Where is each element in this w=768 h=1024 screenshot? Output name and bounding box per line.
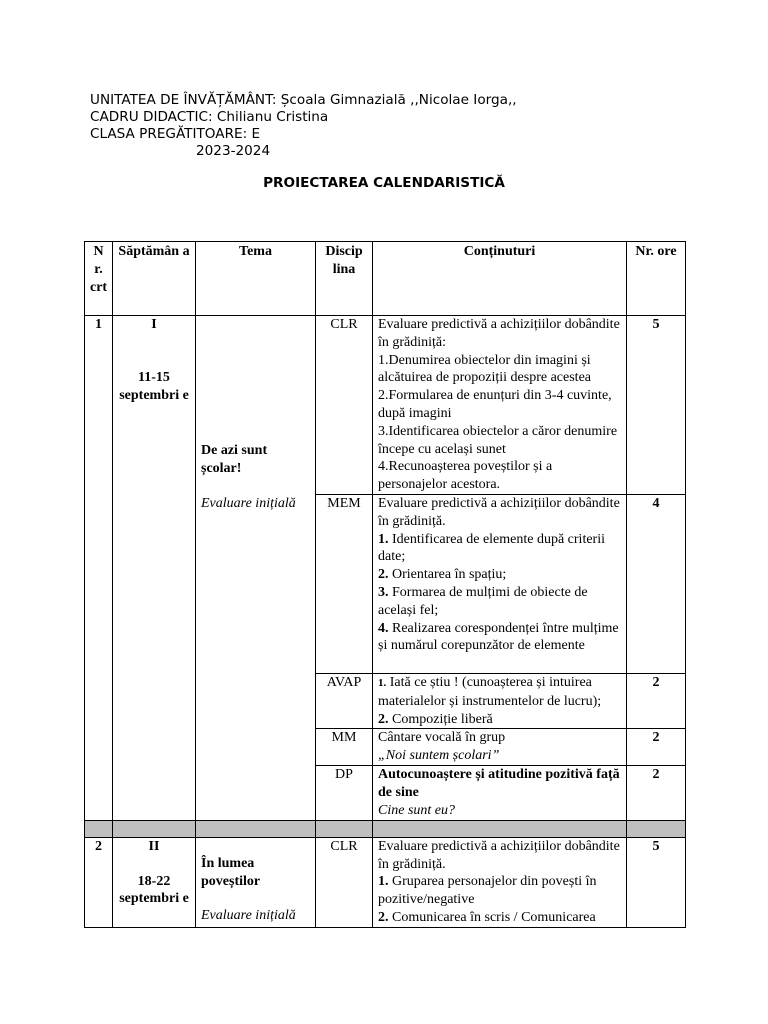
list-item: 2. Comunicarea în scris / Comunicarea — [378, 909, 596, 925]
discipline-dp: DP — [316, 766, 373, 820]
table-row — [85, 316, 686, 495]
contents-line: Autocunoaștere și atitudine pozitivă față de sine — [378, 767, 620, 801]
week-number: II — [148, 838, 160, 854]
header-week: Săptămân a — [113, 242, 196, 316]
hours-dp: 2 — [627, 766, 686, 820]
hours-mm: 2 — [627, 729, 686, 766]
theme-subtitle: Evaluare inițială — [201, 908, 296, 924]
school-year: 2023-2024 — [196, 143, 271, 159]
header-theme: Tema — [196, 242, 316, 316]
list-item: 3.Identificarea obiectelor a căror denumire începe cu același sunet — [378, 423, 618, 457]
hours-avap: 2 — [627, 673, 686, 728]
teacher-line: CADRU DIDACTIC: Chilianu Cristina — [90, 109, 329, 125]
hours-clr: 5 — [627, 316, 686, 495]
header-nr: N r. crt — [85, 242, 113, 316]
contents-clr — [373, 837, 627, 927]
discipline-mem: MEM — [316, 494, 373, 673]
list-item: 1. Identificarea de elemente după criterii date; — [378, 531, 605, 565]
theme-subtitle: Evaluare inițială — [201, 495, 296, 511]
week-dates: 18-22 septembri e — [119, 873, 189, 907]
week-cell — [113, 837, 196, 927]
school-line: UNITATEA DE ÎNVĂȚĂMÂNT: Școala Gimnazială ,,Nicolae Iorga,, — [90, 92, 517, 108]
list-item: 4. Realizarea corespondenței între mulțime și numărul corepunzător de elemente — [378, 620, 619, 654]
list-item: 1.Denumirea obiectelor din imagini și alcătuirea de propoziții despre acestea — [378, 352, 591, 386]
table-header-row — [85, 242, 686, 316]
week-dates: 11-15 septembri e — [119, 369, 189, 403]
list-item: 2.Formularea de enunțuri din 3-4 cuvinte, după imagini — [378, 388, 612, 421]
contents-sub: Cine sunt eu? — [378, 802, 455, 818]
discipline-clr: CLR — [316, 837, 373, 927]
contents-dp — [373, 766, 627, 820]
theme-cell — [196, 316, 316, 821]
contents-song: „Noi suntem școlari” — [378, 748, 500, 764]
discipline-clr: CLR — [316, 316, 373, 495]
class-line: CLASA PREGĂTITOARE: E — [90, 126, 261, 142]
list-item: 1. Gruparea personajelor din povești în pozitive/negative — [378, 874, 597, 908]
week-cell — [113, 316, 196, 821]
theme-title: În lumea poveștilor — [201, 855, 261, 889]
contents-line: Cântare vocală în grup — [378, 730, 506, 746]
separator-row — [85, 820, 686, 837]
list-item: 3. Formarea de mulțimi de obiecte de același fel; — [378, 584, 588, 618]
row-number: 2 — [85, 837, 113, 927]
theme-title: De azi sunt școlar! — [201, 443, 268, 476]
contents-intro: Evaluare predictivă a achizițiilor dobândite în grădiniță. — [378, 495, 620, 529]
header-hours: Nr. ore — [627, 242, 686, 316]
week-number: I — [151, 317, 157, 332]
row-number: 1 — [85, 316, 113, 821]
list-item: 2. Orientarea în spațiu; — [378, 567, 507, 583]
discipline-avap: AVAP — [316, 673, 373, 728]
list-item: 4.Recunoașterea poveștilor și a personajelor acestora. — [378, 459, 553, 493]
list-item: 2. Compoziție liberă — [378, 711, 493, 727]
theme-cell — [196, 837, 316, 927]
table-row — [85, 837, 686, 927]
discipline-mm: MM — [316, 729, 373, 766]
header-discipline: Discip lina — [316, 242, 373, 316]
contents-clr — [373, 316, 627, 495]
hours-clr: 5 — [627, 837, 686, 927]
contents-intro: Evaluare predictivă a achizițiilor dobândite în grădiniță: — [378, 317, 620, 350]
list-item: 1. Iată ce știu ! (cunoașterea și intuirea materialelor și instrumentelor de lucru); — [378, 674, 602, 709]
calendar-plan-table — [84, 241, 686, 928]
contents-avap — [373, 673, 627, 728]
header-contents: Conținuturi — [373, 242, 627, 316]
document-header — [90, 92, 517, 160]
document-title: PROIECTAREA CALENDARISTICĂ — [263, 175, 505, 191]
contents-mm — [373, 729, 627, 766]
contents-mem — [373, 494, 627, 673]
contents-intro: Evaluare predictivă a achizițiilor dobândite în grădiniță. — [378, 838, 620, 872]
hours-mem: 4 — [627, 494, 686, 673]
